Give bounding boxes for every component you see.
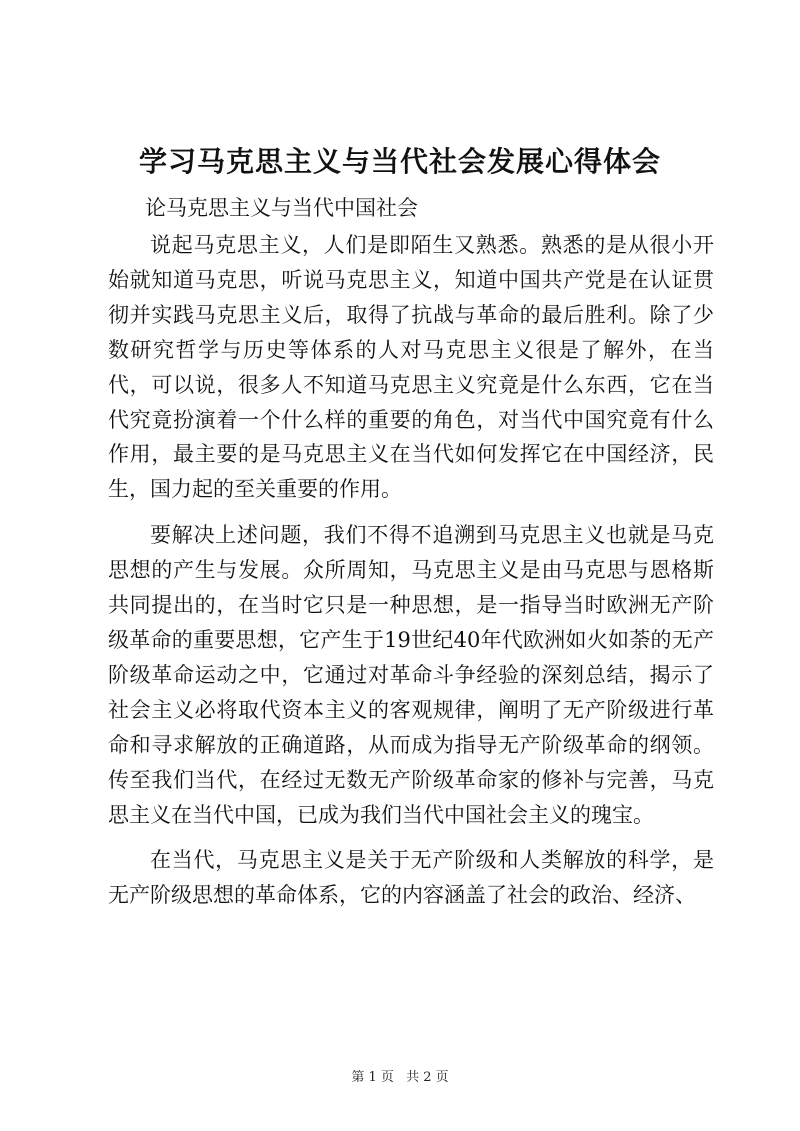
paragraph-1: 说起马克思主义，人们是即陌生又熟悉。熟悉的是从很小开始就知道马克思，听说马克思主义，知道中国共产党是在认证贯彻并实践马克思主义后，取得了抗战与革命的最后胜利。除了少数研究哲学与历史等体系的人对马克思主义很是了解外，在当代，可以说，很多人不知道马克思主义究竟是什么东西，它在当代究竟扮演着一个什么样的重要的角色，对当代中国究竟有什么作用，最主要的是马克思主义在当代如何发挥它在中国经济，民生，国力起的至关重要的作用。 (108, 233, 714, 502)
paragraph-3: 在当代，马克思主义是关于无产阶级和人类解放的科学，是无产阶级思想的革命体系，它的内容涵盖了社会的政治、经济、 (108, 848, 714, 908)
document-body (108, 228, 714, 924)
paragraph-2: 要解决上述问题，我们不得不追溯到马克思主义也就是马克思想的产生与发展。众所周知，马克思主义是由马克思与恩格斯共同提出的，在当时它只是一种思想，是一指导当时欧洲无产阶级革命的重要思想，它产生于19世纪40年代欧洲如火如荼的无产阶级革命运动之中，它通过对革命斗争经验的深刻总结，揭示了社会主义必将取代资本主义的客观规律，阐明了无产阶级进行革命和寻求解放的正确道路，从而成为指导无产阶级革命的纲领。传至我们当代，在经过无数无产阶级革命家的修补与完善，马克思主义在当代中国，已成为我们当代中国社会主义的瑰宝。 (108, 523, 714, 827)
page-total: 共 2 页 (406, 1070, 449, 1085)
page-number: 第 1 页 (351, 1070, 394, 1085)
document-title: 学习马克思主义与当代社会发展心得体会 (138, 145, 661, 178)
page-footer (0, 1068, 800, 1088)
document-subtitle: 论马克思主义与当代中国社会 (145, 196, 418, 220)
